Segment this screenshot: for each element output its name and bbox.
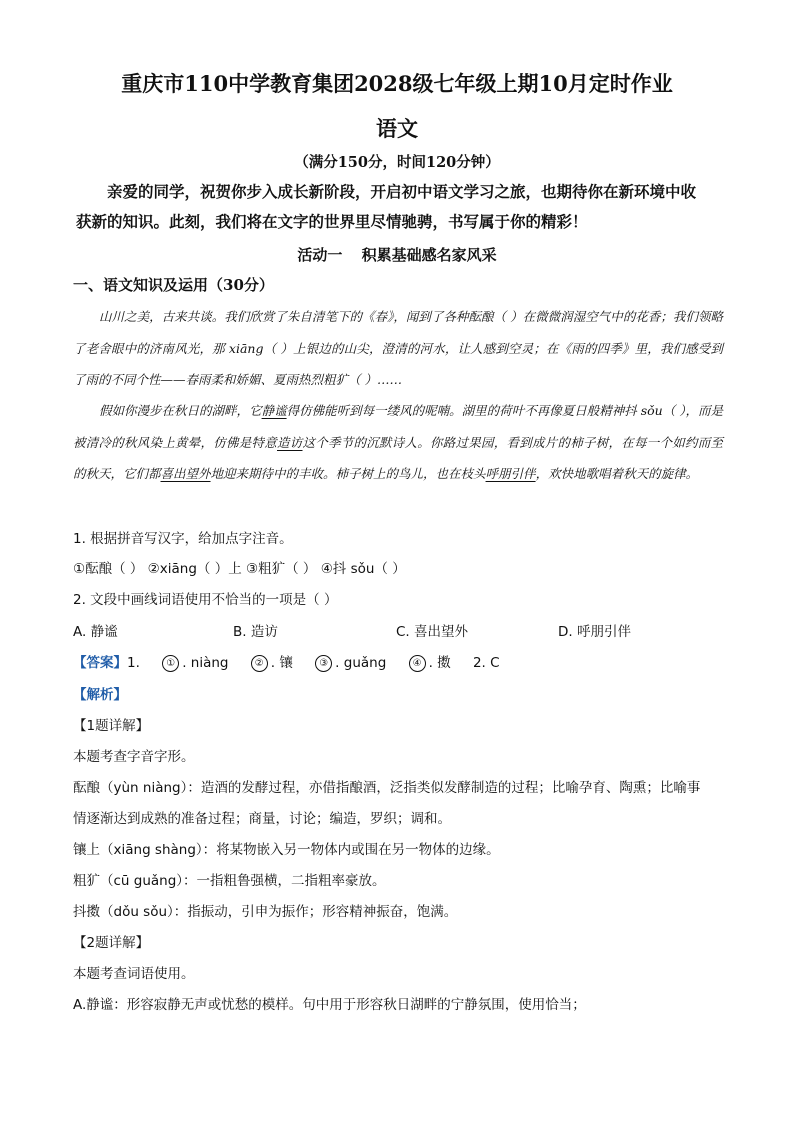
underlined-word-xichuwangwai: 喜出望外 [160, 466, 211, 481]
detail-1-intro: 本题考查字音字形。 [73, 749, 195, 765]
passage-seg-a: 假如你漫步在秋日的湖畔，它 [99, 403, 262, 418]
intro-line-1: 亲爱的同学，祝贺你步入成长新阶段，开启初中语文学习之旅，也期待你在新环境中收 [107, 182, 697, 201]
passage-seg-b: 得仿佛能听到每一缕风的呢喃。湖里的荷叶不再像夏日般精神抖 sǒu（ ），而是被清冷的秋风染上黄晕，仿佛是特意 [73, 403, 723, 450]
circled-number-1: ① [162, 655, 179, 672]
detail-2-title: 【2题详解】 [73, 935, 150, 951]
explain-cuguang: 粗犷（cū guǎng）：一指粗鲁强横，二指粗率豪放。 [73, 873, 386, 889]
option-a: A. 静谧 [73, 624, 118, 640]
detail-2-intro: 本题考查词语使用。 [73, 966, 195, 982]
activity-label: 活动一 [297, 246, 343, 264]
answer-q1-num: 1. [127, 655, 140, 671]
exam-title: 重庆市110中学教育集团2028级七年级上期10月定时作业 [121, 71, 673, 96]
answer-value-2: . 镶 [270, 655, 293, 671]
question-2-options [0, 620, 794, 640]
explain-xiangshang: 镶上（xiāng shàng）：将某物嵌入另一物体内或围在另一物体的边缘。 [73, 842, 500, 858]
passage-text-1: 山川之美，古来共谈。我们欣赏了朱自清笔下的《春》，闻到了各种酝酿（ ）在微微润湿空气中的花香；我们领略了老舍眼中的济南风光，那 xiāng（ ）上银边的山尖，澄清的河水，让人感到空灵；在《雨的四季》里，我们感受到了雨的不同个性——春雨柔和娇媚、夏雨热烈粗犷（ ）…… [73, 309, 723, 387]
explain-yunniang-2: 情逐渐达到成熟的准备过程；商量，讨论；编造，罗织；调和。 [73, 811, 451, 827]
intro-paragraph [76, 177, 724, 237]
circled-number-3: ③ [315, 655, 332, 672]
answer-item-1 [162, 655, 228, 671]
circled-number-2: ② [251, 655, 268, 672]
option-d: D. 呼朋引伴 [558, 624, 631, 640]
underlined-word-hupengyinban: 呼朋引伴 [485, 466, 536, 481]
passage-seg-c: 这个季节的沉默诗人。你路过果园，看到成片的柿子树，在每一个如约而至的秋天，它们都 [73, 434, 723, 481]
activity-heading [0, 244, 794, 265]
answer-item-2 [251, 655, 293, 671]
detail-1-title: 【1题详解】 [73, 718, 150, 734]
question-1-items: ①酝酿（ ） ②xiāng（ ）上 ③粗犷（ ） ④抖 sǒu（ ） [73, 561, 406, 577]
answer-value-3: . guǎng [335, 655, 387, 671]
analysis-section [73, 680, 723, 1021]
question-1: 1. 根据拼音写汉字，给加点字注音。 [73, 531, 293, 547]
passage-paragraph-1 [73, 301, 723, 396]
answer-value-1: . niàng [182, 655, 229, 671]
circled-number-4: ④ [409, 655, 426, 672]
explain-yunniang-1: 酝酿（yùn niàng）：造酒的发酵过程，亦借指酿酒，泛指类似发酵制造的过程；比喻孕育、陶熏；比喻事 [73, 780, 701, 796]
section-heading: 一、语文知识及运用（30分） [73, 276, 274, 294]
score-time-note: （满分150分，时间120分钟） [294, 154, 500, 171]
answer-row [73, 651, 500, 672]
underlined-word-jingmi: 静谧 [261, 403, 287, 418]
intro-line-2: 获新的知识。此刻，我们将在文字的世界里尽情驰骋，书写属于你的精彩！ [76, 212, 588, 231]
passage-seg-d: 地迎来期待中的丰收。柿子树上的鸟儿，也在枝头 [210, 466, 486, 481]
answer-q2: 2. C [472, 655, 500, 671]
question-2: 2. 文段中画线词语使用不恰当的一项是（ ） [73, 592, 338, 608]
answer-value-4: . 擞 [428, 655, 451, 671]
option-b: B. 造访 [233, 624, 278, 640]
explain-option-a: A.静谧：形容寂静无声或忧愁的模样。句中用于形容秋日湖畔的宁静氛围，使用恰当； [73, 997, 586, 1013]
passage-paragraph-2 [73, 395, 723, 490]
explain-dousou: 抖擞（dǒu sǒu）：指振动，引申为振作；形容精神振奋，饱满。 [73, 904, 458, 920]
option-c: C. 喜出望外 [396, 624, 469, 640]
underlined-word-zaofang: 造访 [277, 434, 303, 450]
answer-tag: 【答案】 [73, 655, 127, 671]
answer-item-4 [409, 655, 451, 671]
passage-text-2 [73, 395, 723, 490]
analysis-tag: 【解析】 [73, 687, 127, 703]
subject-title: 语文 [376, 116, 418, 141]
answer-item-3 [315, 655, 386, 671]
passage-seg-e: ，欢快地歌唱着秋天的旋律。 [535, 466, 699, 481]
activity-name: 积累基础感名家风采 [361, 246, 497, 264]
